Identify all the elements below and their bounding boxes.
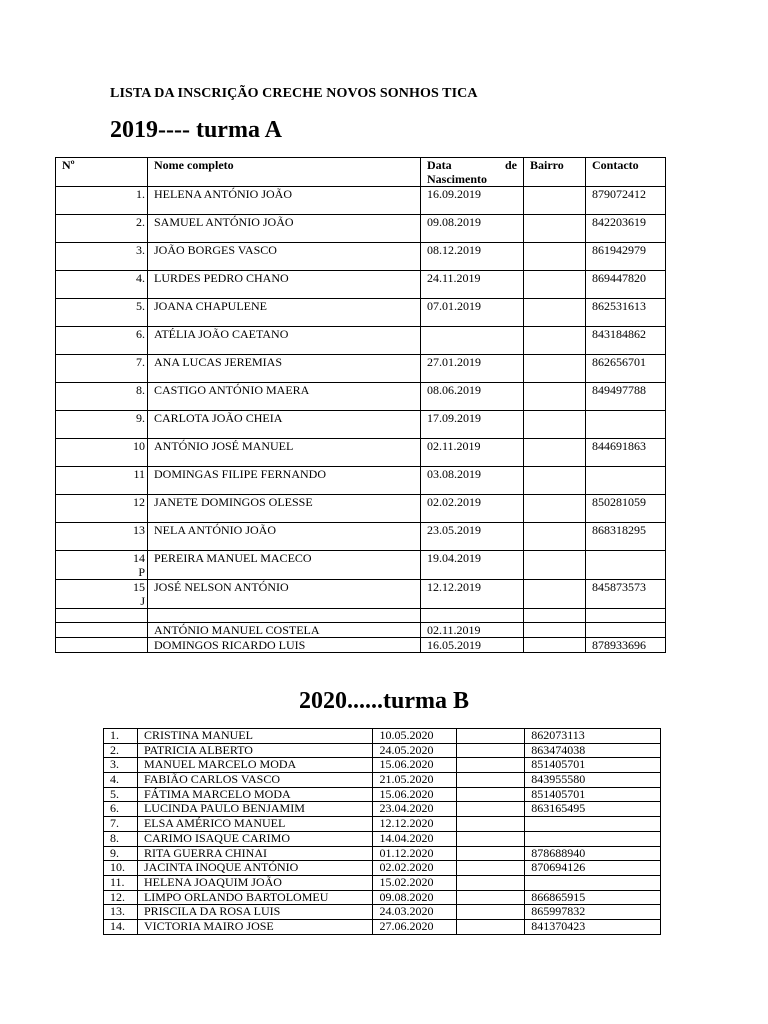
row-name: CARIMO ISAQUE CARIMO [137,831,373,846]
table-row [56,623,666,638]
header-num: Nº [56,158,148,187]
row-name: CRISTINA MANUEL [137,729,373,744]
table-row [104,729,661,744]
row-date: 09.08.2020 [373,890,457,905]
row-num: 7. [104,817,138,832]
row-num [56,383,148,411]
row-name: PATRICIA ALBERTO [137,743,373,758]
table-a-header-row [56,158,666,187]
row-num-value: 8. [136,383,145,397]
table-row [56,299,666,327]
header-contact: Contacto [586,158,666,187]
row-name: PRISCILA DA ROSA LUIS [137,905,373,920]
empty-cell [586,609,666,623]
row-bairro [524,467,586,495]
row-bairro [457,729,525,744]
row-bairro [524,271,586,299]
row-num: 12. [104,890,138,905]
row-num [56,243,148,271]
row-bairro [457,846,525,861]
row-name: JANETE DOMINGOS OLESSE [148,495,421,523]
row-num: 2. [104,743,138,758]
row-bairro [524,187,586,215]
row-date: 12.12.2020 [373,817,457,832]
table-row-empty [56,609,666,623]
row-name: FÁTIMA MARCELO MODA [137,787,373,802]
row-name: ELSA AMÉRICO MANUEL [137,817,373,832]
row-contact [525,875,661,890]
row-contact: 849497788 [586,383,666,411]
row-name: SAMUEL ANTÓNIO JOÃO [148,215,421,243]
row-date: 01.12.2020 [373,846,457,861]
row-contact: 863474038 [525,743,661,758]
table-row [104,802,661,817]
row-num-suffix: J [140,594,145,608]
header-bairro: Bairro [524,158,586,187]
row-bairro [524,638,586,653]
table-row [56,355,666,383]
row-bairro [524,383,586,411]
row-num-value: 11 [133,467,145,481]
table-row [104,831,661,846]
table-row [104,758,661,773]
row-date: 02.11.2019 [421,439,524,467]
row-num [56,187,148,215]
row-num-value: 6. [136,327,145,341]
row-bairro [524,623,586,638]
row-contact: 851405701 [525,787,661,802]
table-row [56,187,666,215]
row-num [56,580,148,609]
row-num: 10. [104,861,138,876]
row-contact [586,411,666,439]
row-date: 23.04.2020 [373,802,457,817]
header-date [421,158,524,187]
row-contact: 863165495 [525,802,661,817]
row-bairro [457,919,525,934]
row-num-value: 5. [136,299,145,313]
row-num [56,467,148,495]
row-num [56,411,148,439]
row-date: 10.05.2020 [373,729,457,744]
row-date: 24.05.2020 [373,743,457,758]
table-row [104,846,661,861]
row-date: 08.06.2019 [421,383,524,411]
row-num: 6. [104,802,138,817]
row-num [56,638,148,653]
row-bairro [457,861,525,876]
row-num [56,327,148,355]
row-contact: 844691863 [586,439,666,467]
row-date: 24.03.2020 [373,905,457,920]
table-row [56,523,666,551]
table-turma-b [103,728,661,935]
row-contact: 866865915 [525,890,661,905]
row-name: ANTÓNIO MANUEL COSTELA [148,623,421,638]
row-date: 12.12.2019 [421,580,524,609]
row-name: LURDES PEDRO CHANO [148,271,421,299]
table-row [56,495,666,523]
row-num-value: 1. [136,187,145,201]
table-row [104,890,661,905]
table-row [56,215,666,243]
row-num: 4. [104,773,138,788]
row-contact [586,623,666,638]
row-date: 27.01.2019 [421,355,524,383]
row-contact [586,467,666,495]
row-name: CARLOTA JOÃO CHEIA [148,411,421,439]
row-date: 07.01.2019 [421,299,524,327]
row-name: ANA LUCAS JEREMIAS [148,355,421,383]
row-contact: 862531613 [586,299,666,327]
row-bairro [457,831,525,846]
row-name: JACINTA INOQUE ANTÓNIO [137,861,373,876]
row-date: 24.11.2019 [421,271,524,299]
header-date-word: Data [427,158,452,172]
row-name: ATÉLIA JOÃO CAETANO [148,327,421,355]
table-row [104,861,661,876]
row-num-value: 2. [136,215,145,229]
table-row [56,638,666,653]
row-bairro [457,802,525,817]
row-contact: 878933696 [586,638,666,653]
row-bairro [524,411,586,439]
table-row [104,875,661,890]
document-title: LISTA DA INSCRIÇÃO CRECHE NOVOS SONHOS TICA [110,86,478,101]
row-date: 15.06.2020 [373,787,457,802]
table-row [56,439,666,467]
table-row [56,243,666,271]
row-name: LIMPO ORLANDO BARTOLOMEU [137,890,373,905]
row-name: HELENA JOAQUIM JOÃO [137,875,373,890]
row-bairro [524,243,586,271]
row-name: LUCINDA PAULO BENJAMIM [137,802,373,817]
row-name: JOÃO BORGES VASCO [148,243,421,271]
row-bairro [524,327,586,355]
row-date: 02.02.2020 [373,861,457,876]
row-date: 16.05.2019 [421,638,524,653]
row-bairro [524,215,586,243]
row-date: 15.06.2020 [373,758,457,773]
row-date: 21.05.2020 [373,773,457,788]
row-num-value: 4. [136,271,145,285]
row-contact [586,551,666,580]
row-date: 14.04.2020 [373,831,457,846]
table-row [104,817,661,832]
row-date: 02.02.2019 [421,495,524,523]
row-contact: 868318295 [586,523,666,551]
row-bairro [457,890,525,905]
row-contact: 842203619 [586,215,666,243]
table-row [56,580,666,609]
row-contact: 869447820 [586,271,666,299]
row-bairro [524,523,586,551]
table-row [104,743,661,758]
row-num-value: 7. [136,355,145,369]
row-num: 3. [104,758,138,773]
row-contact: 870694126 [525,861,661,876]
row-contact: 841370423 [525,919,661,934]
empty-cell [148,609,421,623]
row-num [56,439,148,467]
row-contact: 862073113 [525,729,661,744]
row-date: 02.11.2019 [421,623,524,638]
row-contact: 879072412 [586,187,666,215]
table-row [104,905,661,920]
row-date: 23.05.2019 [421,523,524,551]
row-name: RITA GUERRA CHINAI [137,846,373,861]
row-bairro [524,299,586,327]
row-num [56,299,148,327]
row-name: PEREIRA MANUEL MACECO [148,551,421,580]
row-num [56,215,148,243]
row-num-value: 3. [136,243,145,257]
row-date: 16.09.2019 [421,187,524,215]
row-num: 5. [104,787,138,802]
row-num [56,355,148,383]
table-row [56,551,666,580]
row-num-suffix: P [138,565,145,579]
row-date [421,327,524,355]
row-bairro [457,817,525,832]
row-num: 8. [104,831,138,846]
table-row [104,773,661,788]
row-contact: 878688940 [525,846,661,861]
row-name: JOANA CHAPULENE [148,299,421,327]
table-row [56,271,666,299]
row-num: 14. [104,919,138,934]
row-date: 15.02.2020 [373,875,457,890]
row-contact: 845873573 [586,580,666,609]
header-name: Nome completo [148,158,421,187]
row-bairro [457,773,525,788]
table-row [56,467,666,495]
row-bairro [457,875,525,890]
row-bairro [457,758,525,773]
row-num-value: 10 [133,439,145,453]
row-num-value: 12 [133,495,145,509]
row-bairro [457,787,525,802]
row-num [56,271,148,299]
row-num-value: 9. [136,411,145,425]
section-b-title: 2020......turma B [299,688,469,714]
row-date: 19.04.2019 [421,551,524,580]
row-bairro [524,355,586,383]
row-num-value: 13 [133,523,145,537]
row-contact: 862656701 [586,355,666,383]
row-bairro [457,743,525,758]
row-num [56,623,148,638]
table-row [104,919,661,934]
table-row [104,787,661,802]
row-num: 13. [104,905,138,920]
row-contact: 843184862 [586,327,666,355]
row-bairro [524,551,586,580]
row-contact: 865997832 [525,905,661,920]
row-date: 09.08.2019 [421,215,524,243]
section-a-title: 2019---- turma A [110,117,282,143]
row-bairro [524,439,586,467]
row-num [56,495,148,523]
table-row [56,383,666,411]
header-date-nascimento: Nascimento [427,172,487,186]
row-contact: 861942979 [586,243,666,271]
row-name: NELA ANTÓNIO JOÃO [148,523,421,551]
row-date: 17.09.2019 [421,411,524,439]
empty-cell [421,609,524,623]
row-bairro [524,580,586,609]
row-contact [525,831,661,846]
row-date: 27.06.2020 [373,919,457,934]
row-name: FABIÃO CARLOS VASCO [137,773,373,788]
row-name: DOMINGOS RICARDO LUIS [148,638,421,653]
row-bairro [457,905,525,920]
header-date-de: de [505,158,517,172]
row-name: JOSÉ NELSON ANTÓNIO [148,580,421,609]
row-contact: 843955580 [525,773,661,788]
row-name: HELENA ANTÓNIO JOÃO [148,187,421,215]
row-name: ANTÓNIO JOSÉ MANUEL [148,439,421,467]
table-row [56,411,666,439]
row-num [56,523,148,551]
row-num [56,551,148,580]
row-name: MANUEL MARCELO MODA [137,758,373,773]
row-num: 11. [104,875,138,890]
row-contact: 851405701 [525,758,661,773]
row-name: DOMINGAS FILIPE FERNANDO [148,467,421,495]
empty-cell [56,609,148,623]
empty-cell [524,609,586,623]
row-num-value: 15 [133,580,145,594]
row-contact: 850281059 [586,495,666,523]
row-name: VICTORIA MAIRO JOSE [137,919,373,934]
row-bairro [524,495,586,523]
row-num: 1. [104,729,138,744]
row-contact [525,817,661,832]
row-date: 03.08.2019 [421,467,524,495]
row-date: 08.12.2019 [421,243,524,271]
row-num: 9. [104,846,138,861]
table-row [56,327,666,355]
row-name: CASTIGO ANTÓNIO MAERA [148,383,421,411]
row-num-value: 14 [133,551,145,565]
table-turma-a [55,157,666,653]
